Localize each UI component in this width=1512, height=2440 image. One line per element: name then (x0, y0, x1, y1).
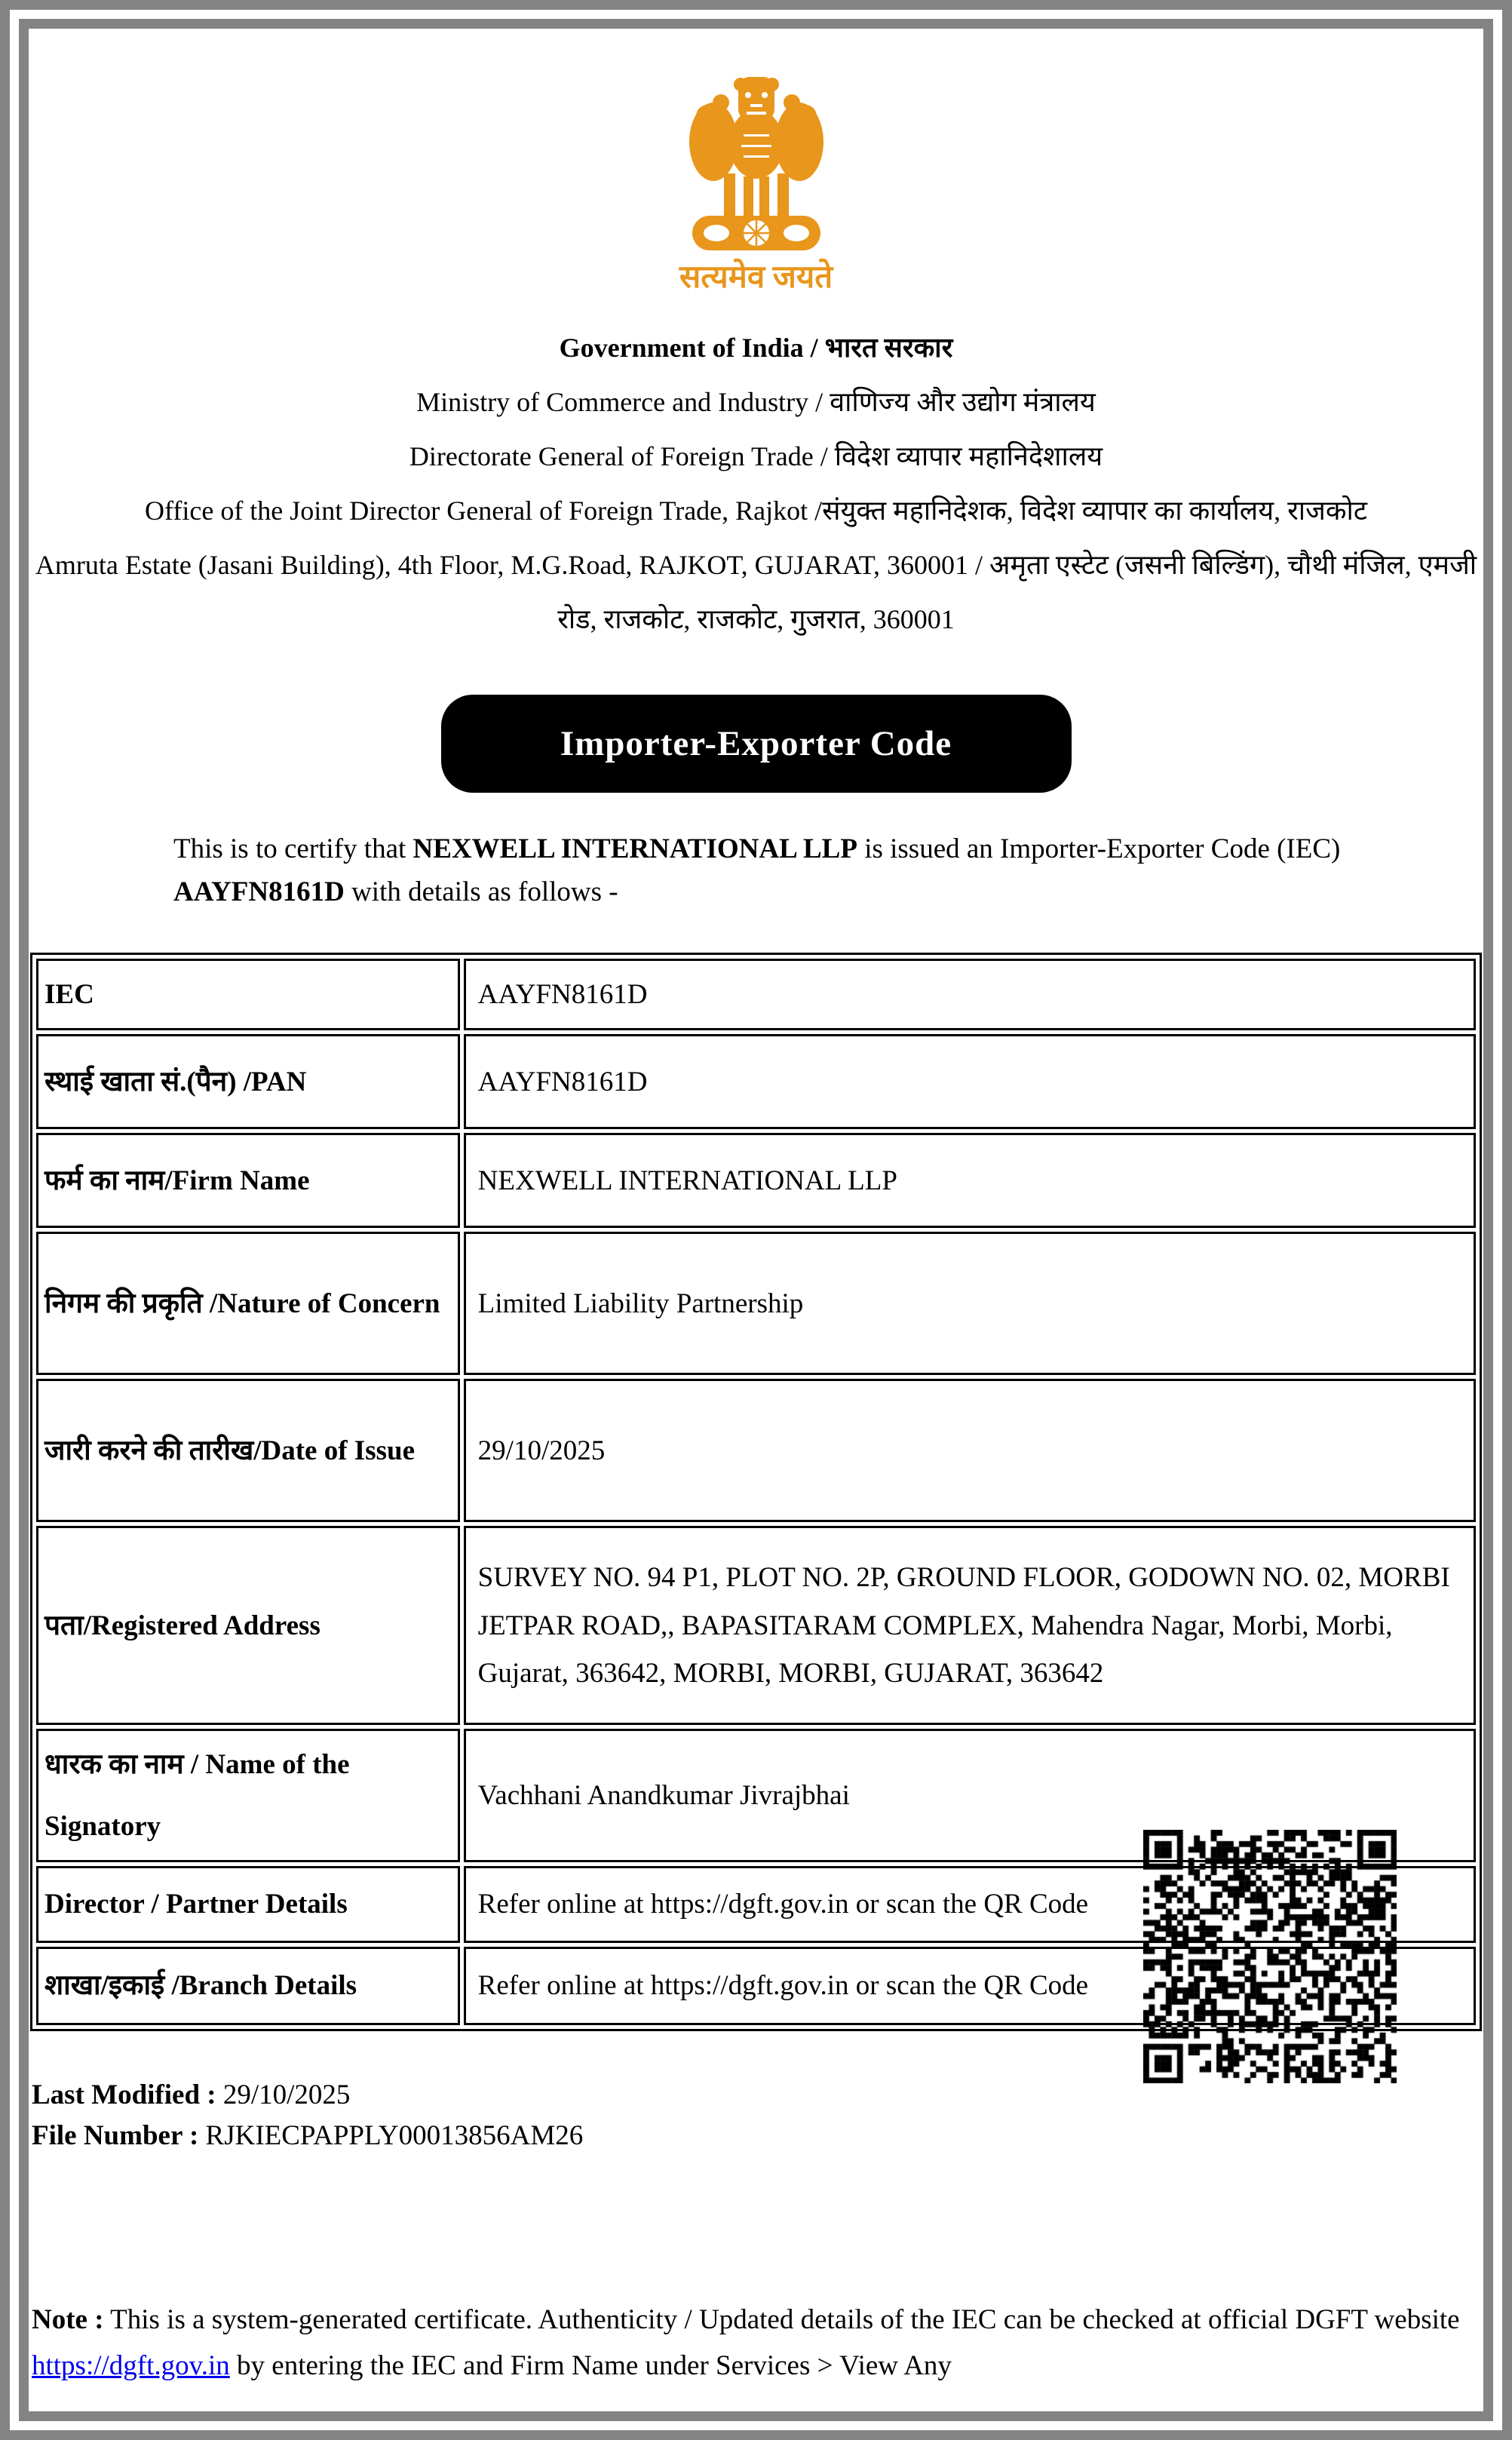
table-row-registered-address (36, 1526, 1476, 1725)
row-label-nature-of-concern: निगम की प्रकृति /Nature of Concern (36, 1232, 460, 1375)
ashoka-lion-capital-icon (677, 66, 836, 259)
note-text-after-link: by entering the IEC and Firm Name under Services > View Any (229, 2350, 952, 2381)
row-value-branch-details: Refer online at https://dgft.gov.in or scan the QR Code (464, 1947, 1476, 2025)
certify-prefix: This is to certify that (173, 833, 413, 864)
header-ministry-line: Ministry of Commerce and Industry / वाणिज्य और उद्योग मंत्रालय (416, 387, 1096, 417)
row-value-date-of-issue: 29/10/2025 (464, 1379, 1476, 1522)
firm-name: NEXWELL INTERNATIONAL LLP (413, 833, 857, 864)
national-emblem (658, 66, 854, 295)
row-label-director-partner-details: Director / Partner Details (36, 1866, 460, 1943)
certificate-meta (32, 2075, 1482, 2156)
row-label-date-of-issue: जारी करने की तारीख/Date of Issue (36, 1379, 460, 1522)
table-row-nature-of-concern (36, 1232, 1476, 1375)
header-office-line: Office of the Joint Director General of Foreign Trade, Rajkot /संयुक्त महानिदेशक, विदेश व्यापार का कार्यालय, राजकोट (145, 496, 1367, 526)
row-label-iec: IEC (36, 959, 460, 1030)
row-label-pan: स्थाई खाता सं.(पैन) /PAN (36, 1034, 460, 1129)
row-value-nature-of-concern: Limited Liability Partnership (464, 1232, 1476, 1375)
certify-paragraph (173, 827, 1372, 913)
certify-suffix: with details as follows - (344, 876, 618, 907)
table-row-firm-name (36, 1133, 1476, 1228)
row-value-signatory-name: Vachhani Anandkumar Jivrajbhai (464, 1729, 1476, 1862)
certificate-header (30, 321, 1482, 646)
row-label-firm-name: फर्म का नाम/Firm Name (36, 1133, 460, 1228)
row-value-registered-address: SURVEY NO. 94 P1, PLOT NO. 2P, GROUND FLOOR, GODOWN NO. 02, MORBI JETPAR ROAD,, BAPASITARAM COMPLEX, Mahendra Nagar, Morbi, Morbi, Gujarat, 363642, MORBI, MORBI, GUJARAT, 363642 (464, 1526, 1476, 1725)
emblem-motto: सत्यमेव जयते (679, 260, 833, 295)
last-modified-value: 29/10/2025 (222, 2079, 351, 2111)
header-directorate-line: Directorate General of Foreign Trade / विदेश व्यापार महानिदेशालय (409, 441, 1103, 471)
file-number-line (32, 2116, 1482, 2156)
dgft-website-link[interactable]: https://dgft.gov.in (32, 2350, 230, 2381)
header-address-line: Amruta Estate (Jasani Building), 4th Floor, M.G.Road, RAJKOT, GUJARAT, 360001 / अमृता एस्टेट (जसनी बिल्डिंग), चौथी मंजिल, एमजी रोड, राजकोट, राजकोट, गुजरात, 360001 (35, 550, 1477, 634)
row-value-iec: AAYFN8161D (464, 959, 1476, 1030)
iec-title-banner (441, 695, 1072, 793)
row-value-firm-name: NEXWELL INTERNATIONAL LLP (464, 1133, 1476, 1228)
table-row-date-of-issue (36, 1379, 1476, 1522)
row-label-registered-address: पता/Registered Address (36, 1526, 460, 1725)
note-text-before-link: This is a system-generated certificate. Authenticity / Updated details of the IEC can be checked at official DGFT website (103, 2304, 1460, 2335)
file-number-label: File Number : (32, 2120, 199, 2152)
note-label: Note : (32, 2304, 104, 2335)
table-row-iec (36, 959, 1476, 1030)
certify-middle: is issued an Importer-Exporter Code (IEC) (857, 833, 1341, 864)
iec-code: AAYFN8161D (173, 876, 345, 907)
certificate-note (32, 2297, 1473, 2389)
header-government-line: Government of India / भारत सरकार (559, 333, 953, 363)
table-row-pan (36, 1034, 1476, 1129)
row-label-signatory-name: धारक का नाम / Name of the Signatory (36, 1729, 460, 1862)
row-value-pan: AAYFN8161D (464, 1034, 1476, 1129)
row-value-director-partner-details: Refer online at https://dgft.gov.in or scan the QR Code (464, 1866, 1476, 1943)
file-number-value: RJKIECPAPPLY00013856AM26 (205, 2120, 584, 2152)
qr-code (1143, 1830, 1397, 2083)
iec-title-text: Importer-Exporter Code (560, 724, 952, 763)
last-modified-label: Last Modified : (32, 2079, 216, 2111)
row-label-branch-details: शाखा/इकाई /Branch Details (36, 1947, 460, 2025)
